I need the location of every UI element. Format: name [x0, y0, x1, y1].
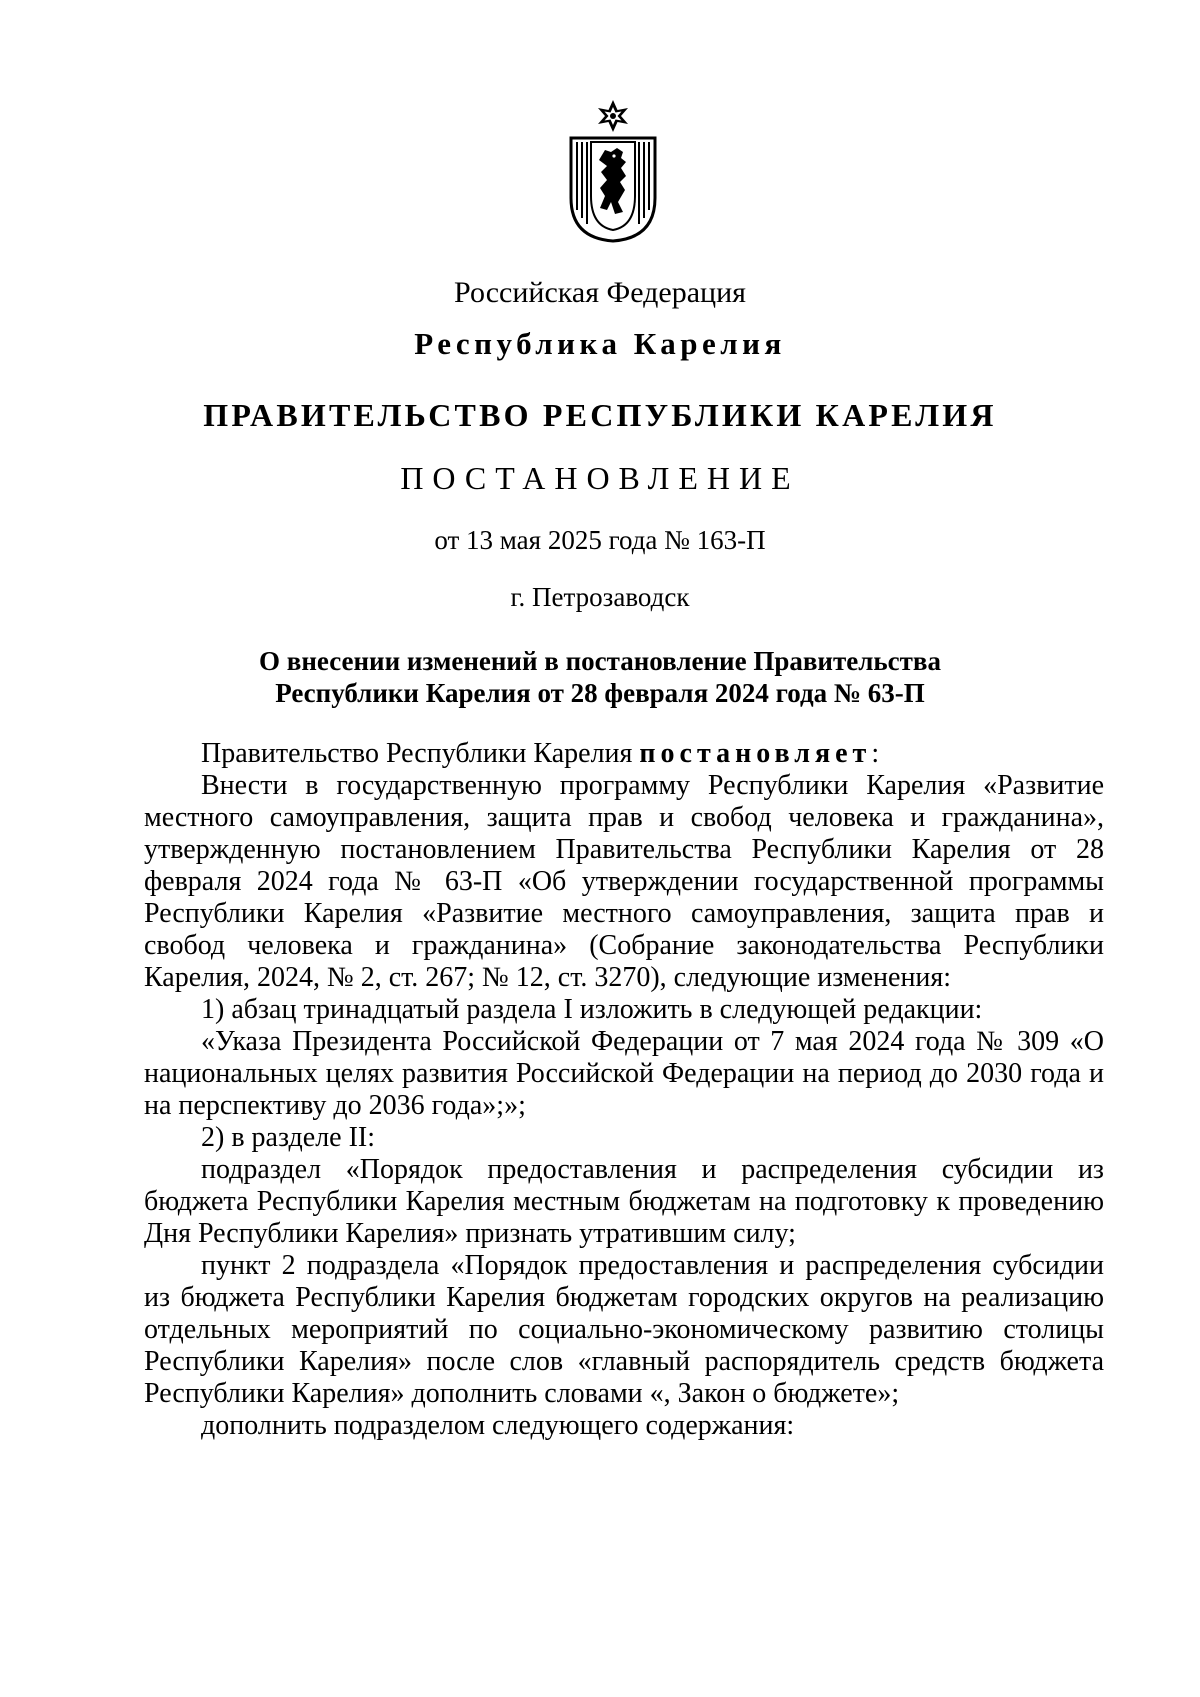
- intro-suffix: :: [871, 738, 880, 769]
- document-title-line2: Республики Карелия от 28 февраля 2024 года № 63-П: [275, 678, 925, 708]
- intro-paragraph: [144, 738, 1104, 770]
- republic-name: Республика Карелия: [414, 326, 786, 361]
- karelia-coat-of-arms-icon: [563, 98, 663, 243]
- paragraph-item-1-text: «Указа Президента Российской Федерации от 7 мая 2024 года № 309 «О национальных целях развития Российской Федерации на период до 2030 года и на перспективу до 2036 года»;»;: [144, 1026, 1104, 1121]
- country-name: Российская Федерация: [454, 276, 746, 309]
- document-date-number: от 13 мая 2025 года № 163-П: [434, 525, 766, 555]
- document-title-line1: О внесении изменений в постановление Правительства: [259, 646, 941, 676]
- paragraph-main-amendment: Внести в государственную программу Республики Карелия «Развитие местного самоуправления, защита прав и свобод человека и гражданина», утвержденную постановлением Правительства Республики Карелия от 28 февраля 2024 года № 63-П «Об утверждении государственной программы Республики Карелия «Развитие местного самоуправления, защита прав и свобод человека и гражданина» (Собрание законодательства Республики Карелия, 2024, № 2, ст. 267; № 12, ст. 3270), следующие изменения:: [144, 770, 1104, 993]
- paragraph-item-2-addition: дополнить подразделом следующего содержания:: [201, 1410, 795, 1441]
- paragraph-item-1: 1) абзац тринадцатый раздела I изложить в следующей редакции:: [201, 994, 983, 1025]
- document-body: [144, 738, 1104, 1442]
- intro-prefix: Правительство Республики Карелия: [201, 738, 633, 769]
- intro-verb: постановляет: [639, 738, 872, 769]
- government-name: ПРАВИТЕЛЬСТВО РЕСПУБЛИКИ КАРЕЛИЯ: [203, 397, 997, 433]
- document-city: г. Петрозаводск: [510, 582, 690, 612]
- paragraph-item-2-point: пункт 2 подраздела «Порядок предоставления и распределения субсидии из бюджета Республики Карелия бюджетам городских округов на реализацию отдельных мероприятий по социально-экономическому развитию столицы Республики Карелия» после слов «главный распорядитель средств бюджета Республики Карелия» дополнить словами «, Закон о бюджете»;: [144, 1250, 1104, 1409]
- paragraph-item-2: 2) в разделе II:: [201, 1122, 376, 1153]
- paragraph-item-2-subsection: подраздел «Порядок предоставления и распределения субсидии из бюджета Республики Карелия местным бюджетам на подготовку к проведению Дня Республики Карелия» признать утратившим силу;: [144, 1154, 1104, 1249]
- document-type: ПОСТАНОВЛЕНИЕ: [400, 460, 800, 496]
